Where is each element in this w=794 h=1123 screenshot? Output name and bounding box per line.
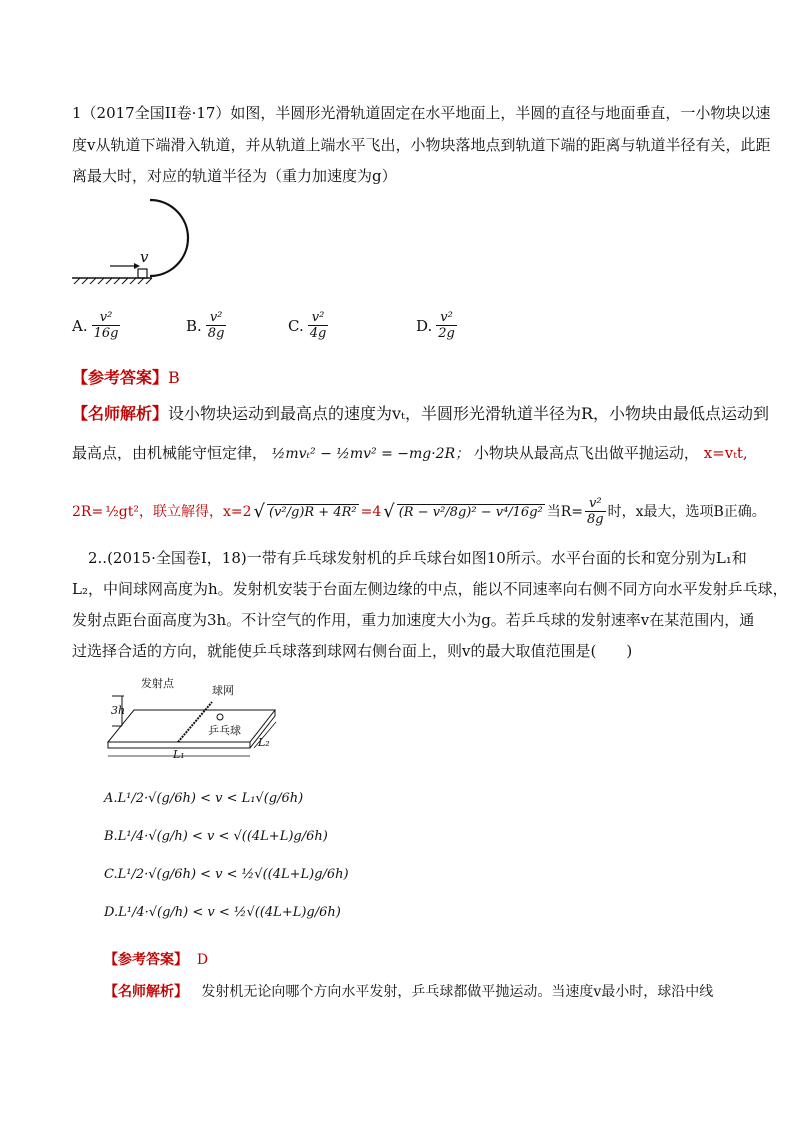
analysis-text: 小物块从最高点飞出做平抛运动， xyxy=(473,444,699,462)
sqrt-expression: (R − v²/8g)² − v⁴/16g² xyxy=(398,504,543,520)
fraction-numerator: v² xyxy=(585,496,606,512)
q2-table-figure xyxy=(100,672,280,772)
option-text: L¹/4·√(g/h) < v < √((4L+L)g/6h) xyxy=(117,829,328,844)
length-label: L₁ xyxy=(173,748,185,761)
q2-option-a[interactable] xyxy=(104,780,349,818)
q2-stem-line2: L₂，中间球网高度为h。发射机安装于台面左侧边缘的中点，能以不同速率向右侧不同方向水平发射乒乓球， xyxy=(72,580,788,598)
q1-option-b[interactable] xyxy=(186,310,226,341)
width-label: L₂ xyxy=(258,736,270,749)
energy-equation: ½mvₜ² − ½mv² = −mg·2R； xyxy=(271,446,470,462)
analysis-text: ½gt²，联立解得，x=2 xyxy=(105,503,252,520)
sqrt-icon: √ xyxy=(253,500,265,522)
ball-label: 乒乓球 xyxy=(208,724,241,737)
analysis-text: 最高点，由机械能守恒定律， xyxy=(72,444,268,462)
answer-tag: 【参考答案】 xyxy=(104,952,188,968)
option-label: D. xyxy=(416,316,433,335)
option-numerator: v² xyxy=(436,310,457,326)
option-label: C. xyxy=(104,867,118,882)
option-numerator: v² xyxy=(92,310,121,326)
q2-stem-line3: 发射点距台面高度为3h。不计空气的作用，重力加速度大小为g。若乒乓球的发射速率v在某范围内，通 xyxy=(72,611,755,629)
ball-icon xyxy=(217,714,223,720)
analysis-tag: 【名师解析】 xyxy=(72,404,169,423)
option-numerator: v² xyxy=(206,310,227,326)
answer-tag: 【参考答案】 xyxy=(72,368,169,387)
analysis-text: 设小物块运动到最高点的速度为vₜ，半圆形光滑轨道半径为R，小物块由最低点运动到 xyxy=(168,404,770,423)
sqrt-expression: (v²/g)R + 4R² xyxy=(268,504,357,520)
q2-stem-line4: 过选择合适的方向，就能使乒乓球落到球网右侧台面上，则v的最大取值范围是( ) xyxy=(72,642,633,660)
launch-point-label: 发射点 xyxy=(141,677,174,690)
option-label: A. xyxy=(104,791,118,806)
option-numerator: v² xyxy=(308,310,329,326)
q2-option-b[interactable] xyxy=(104,818,349,856)
option-text: L¹/2·√(g/6h) < v < ½√((4L+L)g/6h) xyxy=(117,867,349,882)
option-denominator: 16g xyxy=(93,326,119,341)
net-label: 球网 xyxy=(212,684,234,697)
analysis-equation: x=vₜt, xyxy=(703,444,748,462)
q2-analysis-row xyxy=(104,982,713,1002)
q2-option-d[interactable] xyxy=(104,894,349,932)
option-denominator: 4g xyxy=(309,326,327,341)
option-label: D. xyxy=(104,905,119,920)
q2-option-c[interactable] xyxy=(104,856,349,894)
analysis-text: =4 xyxy=(360,503,382,520)
analysis-text: 当R= xyxy=(546,503,584,520)
q1-analysis-line3 xyxy=(72,496,766,527)
option-label: B. xyxy=(186,316,202,335)
fraction-denominator: 8g xyxy=(587,512,604,527)
q2-answer-row xyxy=(104,950,208,970)
q2-stem-line1: 2..(2015·全国卷Ⅰ，18)一带有乒乓球发射机的乒乓球台如图10所示。水平台面的长和宽分别为L₁和 xyxy=(88,549,747,567)
q2-options xyxy=(104,780,349,932)
q1-stem-line1: 1（2017全国II卷·17）如图，半圆形光滑轨道固定在水平地面上，半圆的直径与地面垂直，一小物块以速 xyxy=(72,104,771,122)
option-denominator: 8g xyxy=(207,326,225,341)
option-label: A. xyxy=(72,316,88,335)
q1-answer-row xyxy=(72,368,180,388)
option-text: L¹/4·√(g/h) < v < ½√((4L+L)g/6h) xyxy=(118,905,341,920)
q1-track-figure xyxy=(72,196,192,294)
analysis-text: 2R= xyxy=(72,503,104,520)
q1-analysis-line1 xyxy=(72,404,769,424)
answer-value: D xyxy=(196,952,209,968)
q1-option-c[interactable] xyxy=(288,310,328,341)
analysis-text: 时，x最大，选项B正确。 xyxy=(607,503,766,520)
option-text: L¹/2·√(g/6h) < v < L₁√(g/6h) xyxy=(117,791,304,806)
q1-option-d[interactable] xyxy=(416,310,457,341)
sqrt-icon: √ xyxy=(383,500,395,522)
q1-velocity-label: v xyxy=(140,248,149,266)
q1-option-a[interactable] xyxy=(72,310,120,341)
q1-analysis-line2 xyxy=(72,443,748,464)
block-icon xyxy=(138,269,147,278)
option-label: C. xyxy=(288,316,304,335)
analysis-tag: 【名师解析】 xyxy=(104,984,188,1000)
option-denominator: 2g xyxy=(438,326,455,341)
height-label: 3h xyxy=(111,704,126,717)
q1-stem-line3: 离最大时，对应的轨道半径为（重力加速度为g） xyxy=(72,167,397,185)
option-label: B. xyxy=(104,829,118,844)
analysis-text: 发射机无论向哪个方向水平发射，乒乓球都做平抛运动。当速度v最小时，球沿中线 xyxy=(201,984,714,1000)
answer-value: B xyxy=(168,368,180,387)
q1-stem-line2: 度v从轨道下端滑入轨道，并从轨道上端水平飞出，小物块落地点到轨道下端的距离与轨道半径有关，此距 xyxy=(72,136,771,154)
